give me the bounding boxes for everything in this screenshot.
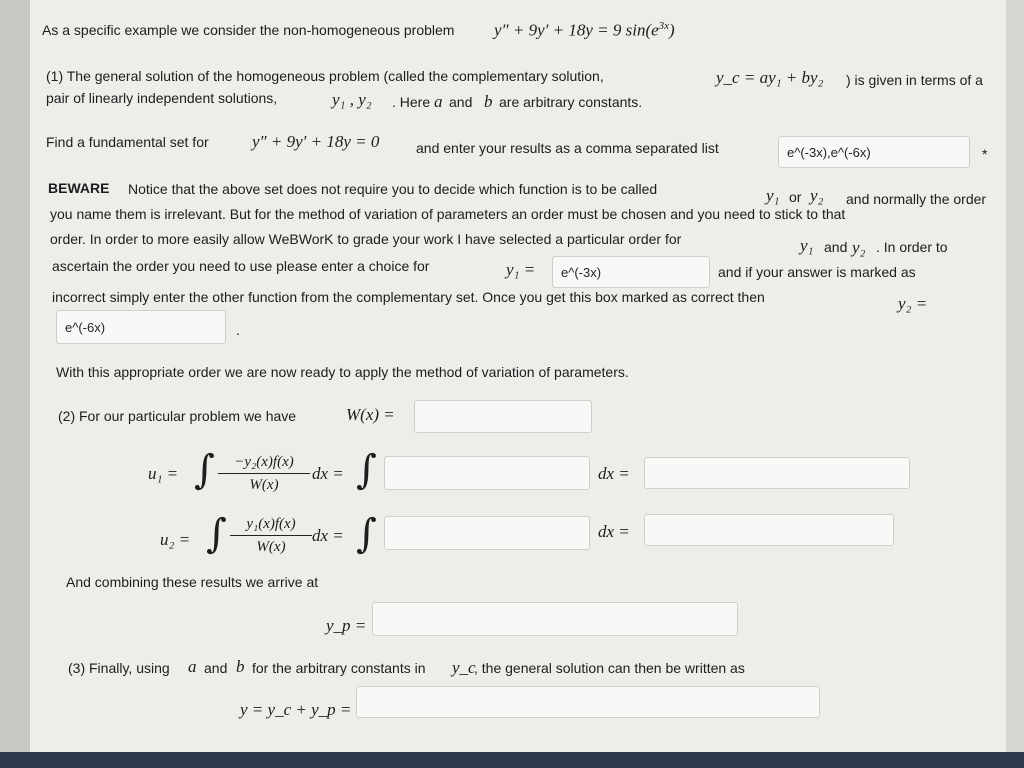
page-edge — [1006, 0, 1024, 752]
u1-denominator: W(x) — [249, 477, 279, 493]
beware-order-and: and — [824, 239, 848, 255]
beware-line1-end: and normally the order — [846, 191, 987, 207]
u2-label: u₂ = — [160, 530, 191, 549]
wronskian-field[interactable] — [415, 401, 591, 432]
part3-text-b: for the arbitrary constants in — [252, 660, 426, 676]
beware-label: BEWARE — [48, 180, 110, 196]
beware-line3: order. In order to more easily allow WeBWorK to grade your work I have selected a particular order for — [50, 231, 682, 247]
yp-field[interactable] — [373, 603, 737, 635]
beware-line3-end: . In order to — [876, 239, 948, 255]
part3-a: a — [188, 657, 197, 676]
yp-input[interactable] — [372, 602, 738, 636]
y2-equals: y₂ = — [898, 294, 928, 313]
general-solution-input[interactable] — [356, 686, 820, 718]
part1-line1-end: ) is given in terms of a — [846, 72, 983, 88]
u1-label: u₁ = — [148, 464, 179, 483]
u2-integrand-field[interactable] — [385, 517, 589, 549]
beware-y2: y₂ — [810, 186, 824, 205]
u2-numerator: y₁(x)f(x) — [230, 516, 312, 536]
y2-period: . — [236, 322, 240, 338]
beware-line2: you name them is irrelevant. But for the method of variation of parameters an order must be chosen and you need to stick to that — [50, 206, 846, 222]
u2-integrand-input[interactable] — [384, 516, 590, 550]
part3-yc: y_c — [452, 658, 476, 677]
fundamental-text-end: and enter your results as a comma separated list — [416, 140, 719, 156]
part3-text: (3) Finally, using — [68, 660, 170, 676]
u1-dx-equals: dx = — [312, 464, 344, 483]
y1-choice-input[interactable] — [552, 256, 710, 288]
yp-equals: y_p = — [326, 616, 367, 635]
part1-line2: pair of linearly independent solutions, — [46, 90, 278, 106]
u2-result-field[interactable] — [645, 515, 893, 545]
u1-integrand-field[interactable] — [385, 457, 589, 489]
u1-result-input[interactable] — [644, 457, 910, 489]
taskbar-strip — [0, 752, 1024, 768]
y1-equals: y₁ = — [506, 260, 536, 279]
fundamental-set-field[interactable] — [779, 137, 969, 167]
u2-dx-equals: dx = — [312, 526, 344, 545]
part1-line2-end: are arbitrary constants. — [499, 94, 643, 110]
part1-and: and — [449, 94, 473, 110]
general-solution-field[interactable] — [357, 687, 819, 717]
general-solution-equation: y = y_c + y_p = — [240, 700, 352, 719]
beware-line4-end: and if your answer is marked as — [718, 264, 916, 280]
integral-symbol: ∫ — [194, 447, 215, 493]
u2-result-input[interactable] — [644, 514, 894, 546]
answer-status-star: * — [982, 146, 988, 162]
variation-text: With this appropriate order we are now ready to apply the method of variation of parameters. — [56, 364, 629, 380]
intro-text: As a specific example we consider the non-homogeneous problem — [42, 22, 455, 38]
part1-here: . Here — [392, 94, 431, 110]
u1-integrand-input[interactable] — [384, 456, 590, 490]
part3-text-c: , the general solution can then be written as — [474, 660, 745, 676]
u2-denominator: W(x) — [256, 539, 286, 555]
wronskian-equals: W(x) = — [346, 405, 395, 424]
intro-equation: y″ + 9y′ + 18y = 9 $\sin(e^{3x})$ — [494, 20, 675, 40]
beware-line1: Notice that the above set does not require you to decide which function is to be called — [128, 181, 658, 197]
fundamental-set-input[interactable] — [778, 136, 970, 168]
part1-line1: (1) The general solution of the homogeneous problem (called the complementary solution, — [46, 68, 604, 84]
u1-fraction — [218, 454, 310, 494]
homogeneous-equation: y″ + 9y′ + 18y = 0 — [252, 132, 380, 151]
constant-b: b — [484, 92, 493, 111]
y1-y2-symbols: y₁ , y₂ — [332, 90, 372, 109]
u2-fraction — [230, 516, 312, 556]
fundamental-text: Find a fundamental set for — [46, 134, 209, 150]
beware-line5: incorrect simply enter the other function from the complementary set. Once you get this box marked as correct then — [52, 289, 765, 305]
u2-dx-end: dx = — [598, 522, 630, 541]
y2-choice-input[interactable] — [56, 310, 226, 344]
integral-symbol: ∫ — [356, 511, 377, 557]
beware-or: or — [789, 189, 802, 205]
beware-order-y2: y₂ — [852, 238, 866, 257]
y2-choice-field[interactable] — [57, 311, 225, 343]
y1-choice-field[interactable] — [553, 257, 709, 287]
constant-a: a — [434, 92, 443, 111]
combine-text: And combining these results we arrive at — [66, 574, 319, 590]
integral-symbol: ∫ — [356, 447, 377, 493]
integral-symbol: ∫ — [206, 511, 227, 557]
wronskian-input[interactable] — [414, 400, 592, 433]
u1-dx-end: dx = — [598, 464, 630, 483]
beware-y1: y₁ — [766, 186, 780, 205]
complementary-solution-equation: y_c = ay₁ + by₂ — [716, 68, 824, 87]
beware-line4: ascertain the order you need to use please enter a choice for — [52, 258, 430, 274]
part3-b: b — [236, 657, 245, 676]
u1-numerator: −y₂(x)f(x) — [218, 454, 310, 474]
part3-and: and — [204, 660, 228, 676]
beware-order-y1: y₁ — [800, 236, 814, 255]
u1-result-field[interactable] — [645, 458, 909, 488]
part2-text: (2) For our particular problem we have — [58, 408, 297, 424]
